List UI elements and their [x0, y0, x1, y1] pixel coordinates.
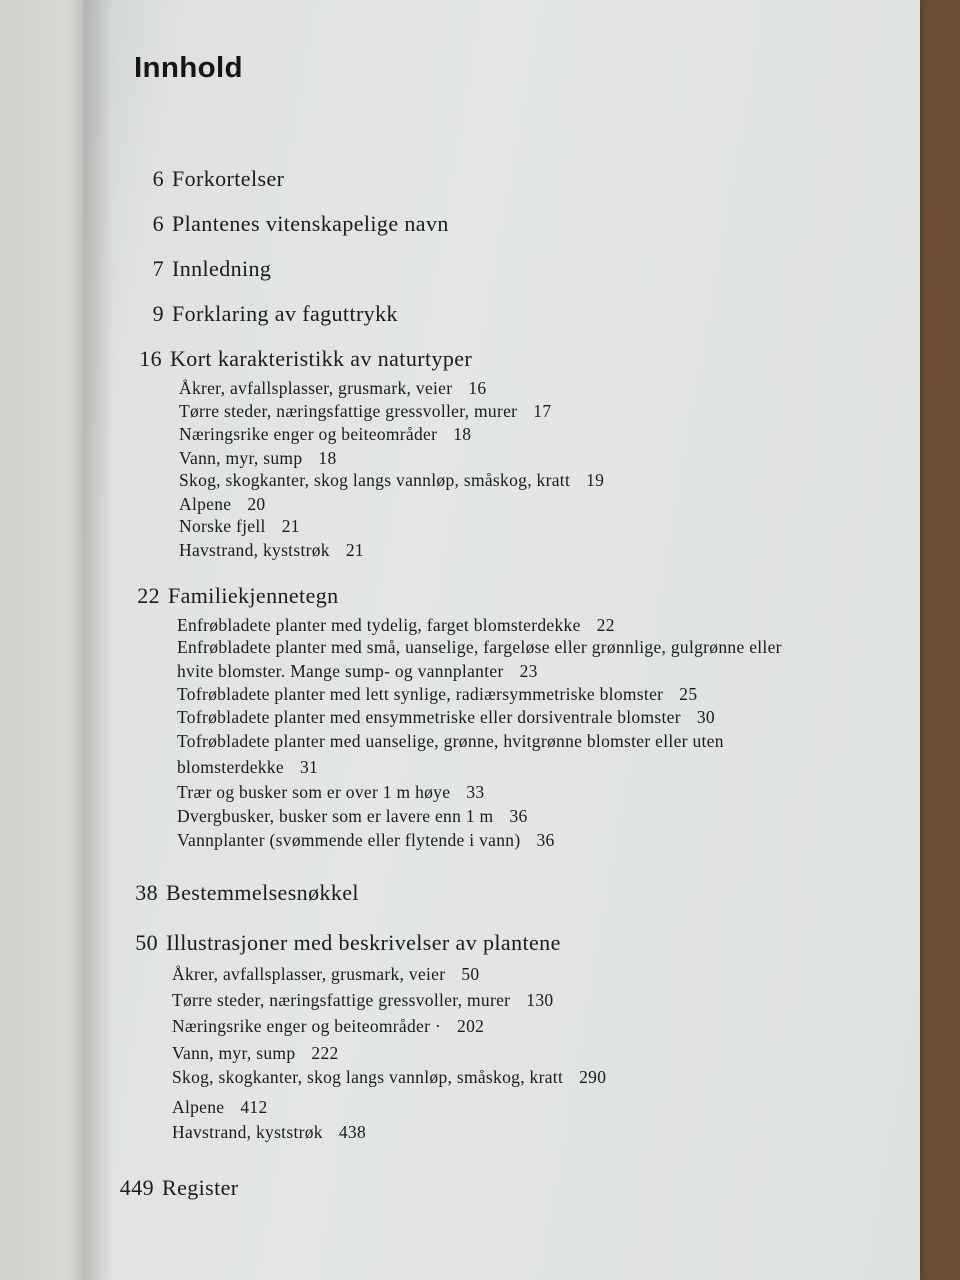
toc-entry-label: Familiekjennetegn: [168, 583, 339, 608]
toc-subentry: [177, 684, 697, 705]
toc-entry: [92, 301, 398, 327]
toc-subentry-page: 21: [281, 516, 300, 536]
toc-subentry: [172, 1067, 606, 1088]
toc-subentry-text: Tørre steder, næringsfattige gressvoller, murer: [179, 401, 518, 421]
toc-subentry-text: Enfrøbladete planter med små, uanselige, fargeløse eller grønnlige, gulgrønne eller: [177, 637, 782, 657]
toc-subentry-text: Vannplanter (svømmende eller flytende i vann): [177, 830, 521, 850]
toc-subentry-page: 33: [466, 782, 485, 802]
toc-page-number: 9: [152, 301, 164, 326]
toc-subentry: [177, 731, 724, 752]
toc-subentry: [177, 661, 538, 682]
toc-subentry: [179, 516, 300, 537]
toc-page-number: 6: [152, 166, 164, 191]
toc-subentry-page: 25: [679, 684, 698, 704]
toc-subentry-text: Trær og busker som er over 1 m høye: [177, 782, 451, 802]
toc-page-number: 449: [119, 1175, 154, 1200]
toc-subentry-text: Havstrand, kyststrøk: [172, 1122, 323, 1142]
toc-entry-label: Illustrasjoner med beskrivelser av plantene: [166, 930, 561, 955]
toc-subentry-page: 21: [345, 540, 364, 560]
toc-subentry-page: 18: [453, 424, 472, 444]
toc-subentry: [179, 378, 486, 399]
toc-subentry-text: Tofrøbladete planter med uanselige, grønne, hvitgrønne blomster eller uten: [177, 731, 724, 751]
toc-entry-label: Bestemmelsesnøkkel: [166, 880, 359, 905]
toc-subentry: [179, 401, 551, 422]
toc-entry: [86, 880, 359, 906]
toc-subentry-page: 19: [586, 470, 605, 490]
toc-subentry-text: Næringsrike enger og beiteområder: [179, 424, 438, 444]
toc-subentry: [179, 540, 364, 561]
toc-subentry: [177, 782, 484, 803]
toc-subentry-page: 290: [579, 1067, 607, 1087]
toc-entry: [82, 1175, 239, 1201]
toc-subentry: [179, 494, 265, 515]
toc-entry-label: Forkortelser: [172, 166, 285, 191]
toc-subentry-text: Dvergbusker, busker som er lavere enn 1 m: [177, 806, 494, 826]
toc-subentry-text: Tørre steder, næringsfattige gressvoller, murer: [172, 990, 511, 1010]
toc-subentry: [172, 1043, 339, 1064]
toc-subentry-page: 22: [596, 615, 615, 635]
toc-subentry-text: Åkrer, avfallsplasser, grusmark, veier: [179, 378, 453, 398]
toc-subentry-text: blomsterdekke: [177, 757, 284, 777]
toc-subentry-text: Tofrøbladete planter med lett synlige, radiærsymmetriske blomster: [177, 684, 664, 704]
toc-subentry-text: Alpene: [172, 1097, 225, 1117]
toc-subentry-text: Vann, myr, sump: [179, 448, 303, 468]
toc-subentry-page: 438: [338, 1122, 367, 1142]
toc-entry: [92, 211, 449, 237]
toc-entry-label: Register: [162, 1175, 239, 1200]
toc-entry: [92, 256, 271, 282]
toc-subentry-page: 36: [536, 830, 555, 850]
toc-subentry: [177, 830, 555, 851]
toc-page-number: 22: [137, 583, 160, 608]
toc-subentry: [172, 964, 479, 985]
toc-page-number: 16: [139, 346, 162, 371]
toc-subentry-text: Tofrøbladete planter med ensymmetriske eller dorsiventrale blomster: [177, 707, 681, 727]
toc-subentry-page: 31: [299, 757, 319, 777]
toc-subentry: [177, 757, 318, 778]
toc-subentry-text: Enfrøbladete planter med tydelig, farget blomsterdekke: [177, 615, 581, 635]
toc-subentry-text: Skog, skogkanter, skog langs vannløp, småskog, kratt: [179, 470, 571, 490]
toc-page-number: 7: [152, 256, 164, 281]
page-title: Innhold: [134, 52, 243, 84]
toc-subentry-page: 20: [247, 494, 266, 514]
toc-entry-label: Innledning: [172, 256, 272, 281]
toc-entry-label: Forklaring av faguttrykk: [172, 301, 398, 326]
toc-page-number: 6: [152, 211, 164, 236]
toc-subentry: [172, 1122, 366, 1143]
toc-subentry: [179, 424, 471, 445]
toc-subentry-page: 23: [519, 661, 538, 681]
toc-subentry: [177, 637, 782, 658]
toc-entry-label: Plantenes vitenskapelige navn: [172, 211, 449, 236]
toc-entry-label: Kort karakteristikk av naturtyper: [170, 346, 473, 371]
toc-subentry: [177, 615, 615, 636]
toc-subentry: [172, 1016, 484, 1037]
toc-subentry-page: 202: [457, 1016, 485, 1036]
toc-subentry-page: 18: [318, 448, 337, 468]
toc-subentry-page: 412: [240, 1097, 268, 1117]
toc-subentry: [179, 470, 604, 491]
toc-subentry-text: hvite blomster. Mange sump- og vannplanter: [177, 661, 504, 681]
toc-subentry-page: 50: [461, 964, 480, 984]
toc-page-number: 38: [135, 880, 158, 905]
toc-entry: [86, 930, 561, 956]
toc-entry: [92, 166, 284, 192]
toc-subentry-text: Havstrand, kyststrøk: [179, 540, 330, 560]
toc-subentry-page: 30: [696, 707, 715, 727]
toc-subentry-text: Vann, myr, sump: [172, 1043, 296, 1063]
toc-subentry-text: Åkrer, avfallsplasser, grusmark, veier: [172, 964, 446, 984]
toc-subentry-text: Norske fjell: [179, 516, 266, 536]
toc-subentry: [177, 707, 715, 728]
toc-subentry: [172, 990, 553, 1011]
toc-subentry: [177, 806, 528, 827]
toc-page-number: 50: [135, 930, 158, 955]
toc-entry: [88, 583, 339, 609]
toc-subentry-page: 222: [311, 1043, 339, 1063]
toc-subentry: [172, 1097, 268, 1118]
toc-subentry-page: 130: [526, 990, 554, 1010]
toc-subentry-text: Næringsrike enger og beiteområder ·: [172, 1016, 442, 1036]
toc-subentry-page: 16: [468, 378, 487, 398]
toc-subentry-text: Skog, skogkanter, skog langs vannløp, småskog, kratt: [172, 1067, 564, 1087]
toc-subentry: [179, 448, 337, 469]
toc-subentry-text: Alpene: [179, 494, 232, 514]
toc-subentry-page: 36: [509, 806, 528, 826]
toc-entry: [90, 346, 472, 372]
toc-subentry-page: 17: [533, 401, 552, 421]
